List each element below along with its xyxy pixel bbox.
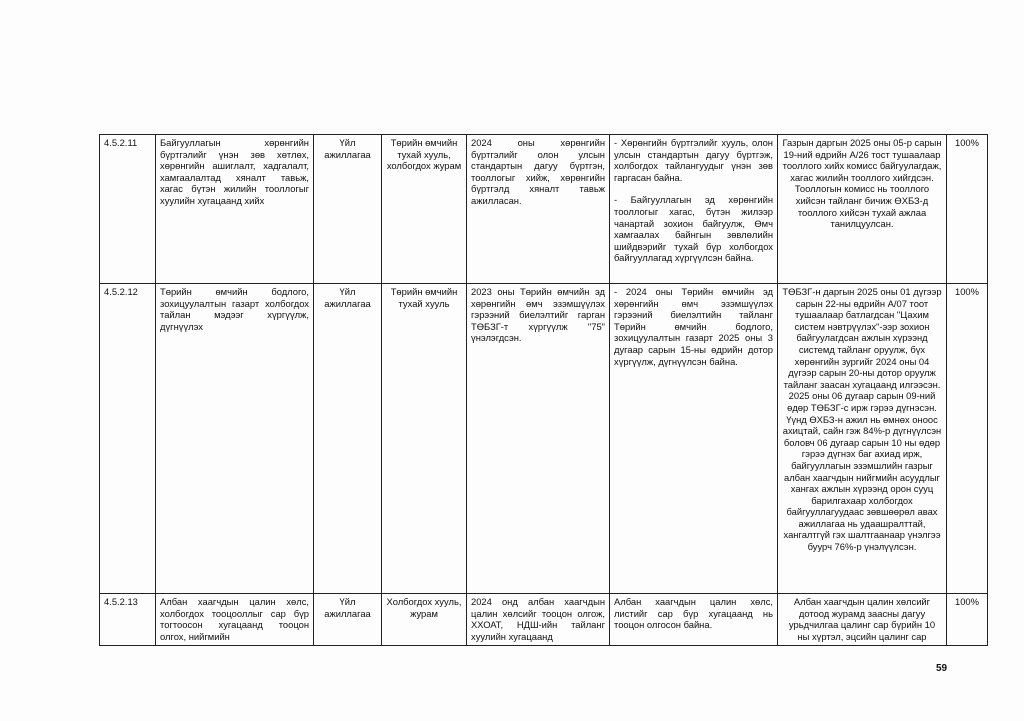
- progress-paragraph: - Байгууллагын эд хөрөнгийн тооллогыг хагас, бүтэн жилээр чанартай зохион байгуулж, Өмч хамгаалах байнгын зөвлөлийн шийдвэрийг тухай бүр холбогдох байгууллагад хүргүүлсэн байна.: [614, 194, 773, 264]
- row-number: 4.5.2.12: [100, 284, 156, 594]
- activity-type: Үйл ажиллагаа: [314, 594, 382, 646]
- legal-basis: Төрийн өмчийн тухай хууль, холбогдох журам: [382, 135, 467, 284]
- completion-percent: 100%: [947, 284, 988, 594]
- task-description: Албан хаагчдын цалин хөлс, холбогдох тооцооллыг сар бүр тогтоосон хугацаанд тооцон олгох, нийгмийн: [156, 594, 314, 646]
- progress-cell: [610, 284, 778, 594]
- completion-percent: 100%: [947, 594, 988, 646]
- evaluation-text: Газрын даргын 2025 оны 05-р сарын 19-ний өдрийн А/26 тост тушаалаар тооллого хийх комисс байгуулагдаж, хагас жилийн тооллого хийгдсэн. Тооллогын комисс нь тооллого хийсэн тайланг бичиж ӨХБЗ-д тооллого хийсэн тухай ажлаа танилцуулсан.: [778, 135, 947, 284]
- table-row: [100, 594, 988, 646]
- table-row: [100, 284, 988, 594]
- progress-paragraph: - Хөрөнгийн бүртгэлийг хууль, олон улсын стандартын дагуу бүртгэж, холбогдох тайлангуудыг үнэн зөв гаргасан байна.: [614, 137, 773, 183]
- plan-report-table: [99, 134, 988, 646]
- row-number: 4.5.2.13: [100, 594, 156, 646]
- plan-result: 2024 оны хөрөнгийн бүртгэлийг олон улсын стандартын дагуу бүртгэн, тооллогыг хийж, хөрөнгийн бүртгэлд хяналт тавьж ажилласан.: [467, 135, 610, 284]
- progress-paragraph: - 2024 оны Төрийн өмчийн эд хөрөнгийн өмч эзэмшүүлэх гэрээний биелэлтийн тайланг Төрийн өмчийн бодлого, зохицуулалтын газарт 2025 оны 3 дугаар сарын 15-ны өдрийн дотор хүргүүлж, дүгнүүлсэн байна.: [614, 286, 773, 367]
- progress-cell: [610, 135, 778, 284]
- table-row: [100, 135, 988, 284]
- progress-cell: [610, 594, 778, 646]
- activity-type: Үйл ажиллагаа: [314, 135, 382, 284]
- task-description: Төрийн өмчийн бодлого, зохицуулалтын газарт холбогдох тайлан мэдээг хүргүүлж, дүгнүүлэх: [156, 284, 314, 594]
- progress-paragraph: Албан хаагчдын цалин хөлс, листийг сар бүр хугацаанд нь тооцон олгосон байна.: [614, 596, 773, 631]
- completion-percent: 100%: [947, 135, 988, 284]
- plan-result: 2024 онд албан хаагчдын цалин хөлсийг тооцон олгож, ХХОАТ, НДШ-ийн тайланг хуулийн хугацаанд: [467, 594, 610, 646]
- evaluation-text: Албан хаагчдын цалин хөлсийг дотоод журамд заасны дагуу урьдчилгаа цалинг сар бүрийн 10 ны хүртэл, эцсийн цалинг сар: [778, 594, 947, 646]
- evaluation-text: ТӨБЗГ-н даргын 2025 оны 01 дүгээр сарын 22-ны өдрийн А/07 тоот тушаалаар батлагдсан "Цахим систем нэвтрүүлэх"-ээр зохион байгуулагдсан ажлын хүрээнд системд тайланг оруулж, бүх хөрөнгийн зургийг 2024 оны 04 дүгээр сарын 20-ны дотор оруулж тайланг зааcан хугацаанд илгээсэн. 2025 оны 06 дугаар сарын 09-ний өдөр ТӨБЗГ-с ирж гэрээ дүгнэсэн. Үүнд ӨХБЗ-н ажил нь өмнөх оноос ахицтай, сайн гэж 84%-р дүгнүүлсэн боловч 06 дугаар сарын 10 ны өдөр гэрээ дүгнэх баг ахиад ирж, байгууллагын эзэмшлийн газрыг албан хаагчдын нийгмийн асуудлыг хангах ажлын хүрээнд орон сууц барилгахаар холбогдох байгууллагуудаас зөвшөөрөл авах ажиллагаа нь удаашралттай, хангалтгүй гэх шалтгаанаар үнэлгээ буурч 76%-р үнэлүүлсэн.: [778, 284, 947, 594]
- plan-result: 2023 оны Төрийн өмчийн эд хөрөнгийн өмч эзэмшүүлэх гэрээний биелэлтийг гарган ТӨБЗГ-т хүргүүлж "75" үнэлэгдсэн.: [467, 284, 610, 594]
- legal-basis: Төрийн өмчийн тухай хууль: [382, 284, 467, 594]
- task-description: Байгууллагын хөрөнгийн бүртгэлийг үнэн зөв хөтлөх, хөрөнгийн ашиглалт, хадгалалт, хамгаалалтад хяналт тавьж, хагас бүтэн жилийн тооллогыг хуулийн хугацаанд хийх: [156, 135, 314, 284]
- activity-type: Үйл ажиллагаа: [314, 284, 382, 594]
- legal-basis: Холбогдох хууль, журам: [382, 594, 467, 646]
- page-number: 59: [936, 663, 948, 674]
- row-number: 4.5.2.11: [100, 135, 156, 284]
